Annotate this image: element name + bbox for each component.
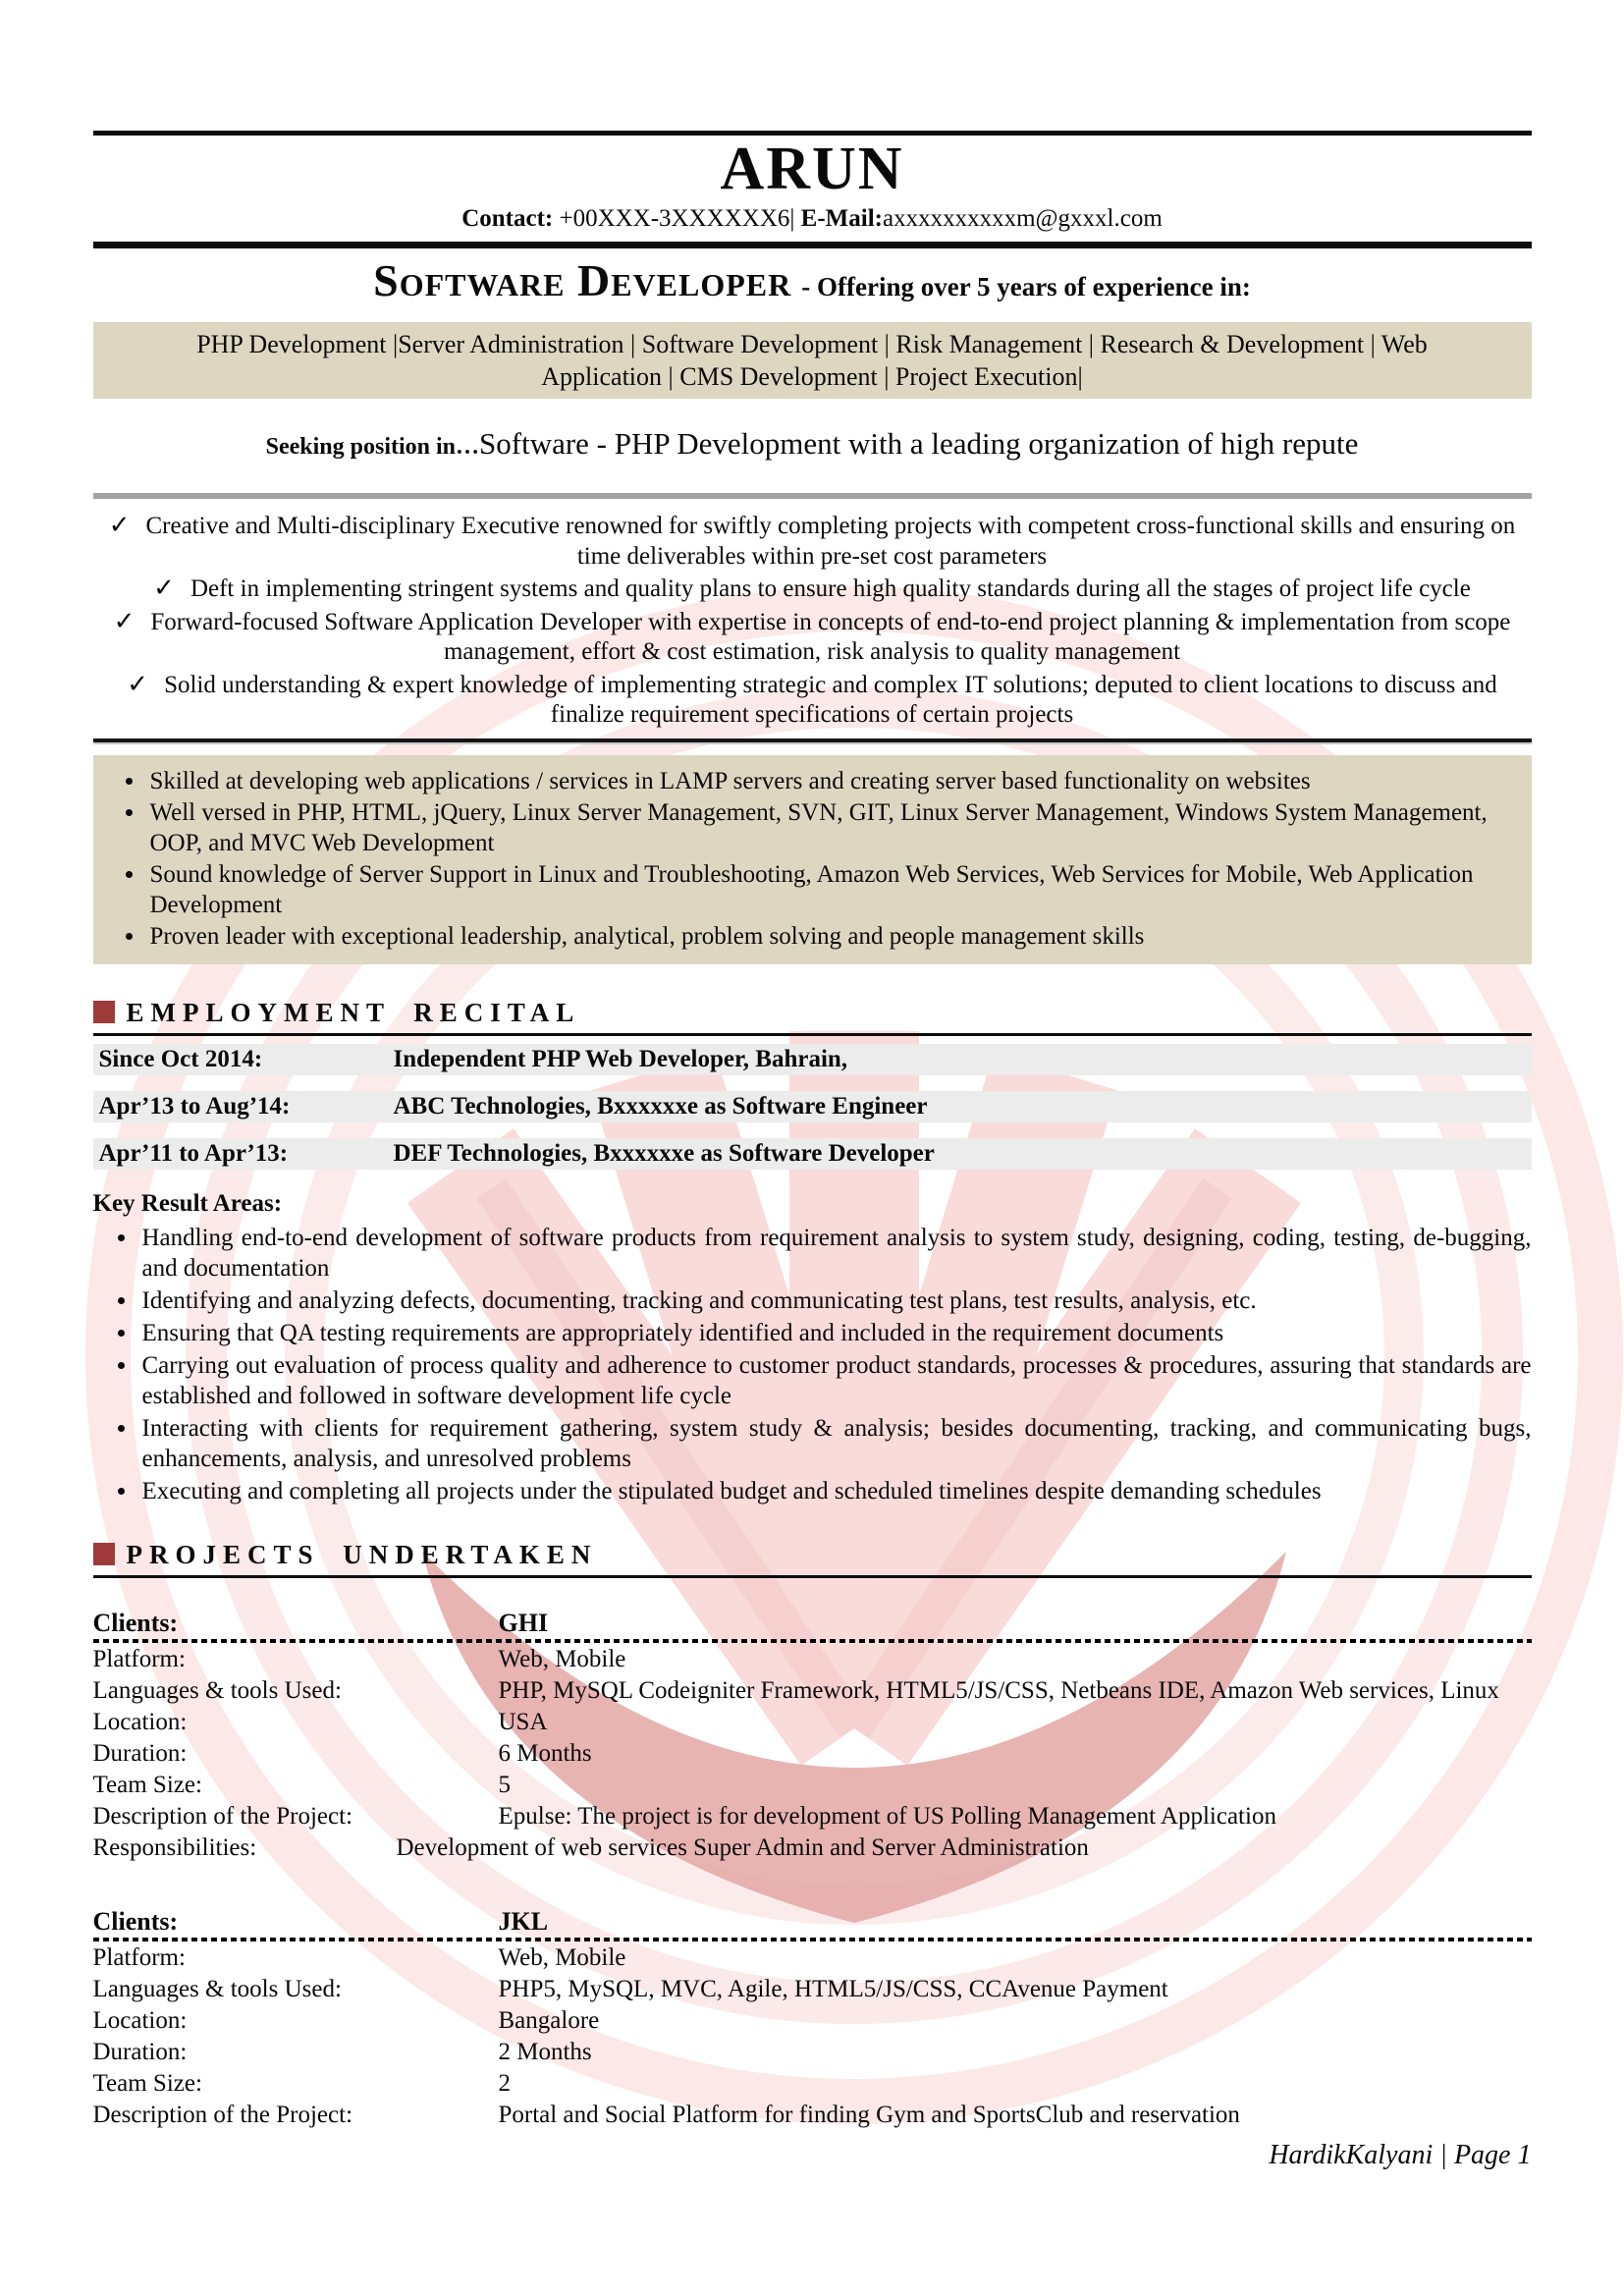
checkmark-icon: ✓ — [153, 574, 175, 602]
project-field-row — [93, 1942, 1532, 1973]
client-name: JKL — [498, 1906, 549, 1936]
project-field-row — [93, 2037, 1532, 2067]
field-value: Web, Mobile — [498, 1645, 626, 1672]
contact-label: Contact: — [461, 205, 554, 232]
project-field-row — [93, 2100, 1532, 2130]
field-value: Epulse: The project is for development of US Polling Management Application — [498, 1802, 1276, 1830]
projects-section-rule — [93, 1575, 1532, 1578]
seeking-prefix: Seeking position in… — [265, 434, 480, 460]
employment-period: Apr’13 to Aug’14: — [98, 1092, 291, 1120]
highlight-text: Forward-focused Software Application Developer with expertise in concepts of end-to-end project planning & implementation from scope management, effort & cost estimation, risk analysis to quality management — [150, 608, 1511, 665]
dotted-divider — [93, 1639, 1532, 1643]
client-row — [93, 1906, 1532, 1938]
highlight-item — [97, 670, 1528, 731]
email-value[interactable]: axxxxxxxxxxm@gxxxl.com — [882, 205, 1163, 232]
employment-row — [93, 1138, 1532, 1170]
project-field-row — [93, 1675, 1532, 1706]
clients-label: Clients: — [92, 1608, 179, 1637]
checkmark-icon: ✓ — [108, 511, 131, 539]
field-label: Location: — [92, 1708, 188, 1735]
field-label: Languages & tools Used: — [92, 1676, 342, 1704]
dotted-divider — [93, 1938, 1532, 1941]
field-label: Location: — [92, 2006, 188, 2034]
field-label: Team Size: — [92, 2069, 202, 2097]
skill-item: • Sound knowledge of Server Support in Linux and Troubleshooting, Amazon Web Services, Web Services for Mobile, Web Application Development — [146, 859, 1508, 920]
project-field-row — [93, 1770, 1532, 1800]
highlight-item — [97, 574, 1528, 605]
field-value: 5 — [498, 1771, 511, 1798]
employment-company: DEF Technologies, Bxxxxxxe as Software Developer — [393, 1139, 935, 1167]
field-label: Platform: — [92, 1943, 186, 1971]
key-result-item: • Carrying out evaluation of process quality and adherence to customer product standards, processes & procedures, assuring that standards are established and followed in software development life cycle — [138, 1350, 1532, 1411]
field-label: Languages & tools Used: — [92, 1975, 342, 2002]
project-field-row — [93, 1738, 1532, 1769]
employment-section-title: EMPLOYMENT RECITAL — [126, 997, 581, 1027]
contact-line — [93, 204, 1532, 234]
field-value: Development of web services Super Admin and Server Administration — [396, 1833, 1089, 1861]
checkmark-icon: ✓ — [127, 669, 149, 698]
seeking-line — [93, 424, 1532, 469]
seeking-text: Software - PHP Development with a leading organization of high repute — [479, 426, 1359, 461]
key-result-item: • Ensuring that QA testing requirements are appropriately identified and included in the requirement documents — [138, 1318, 1532, 1348]
key-result-list — [93, 1223, 1532, 1506]
candidate-name: ARUN — [720, 136, 904, 202]
client-row — [93, 1608, 1532, 1639]
clients-label: Clients: — [92, 1906, 179, 1936]
field-value: Bangalore — [498, 2006, 600, 2034]
skills-band — [93, 755, 1532, 964]
skill-item: • Skilled at developing web applications / services in LAMP servers and creating server based functionality on websites — [146, 766, 1508, 796]
field-value: 2 — [498, 2069, 511, 2097]
specialties-text: PHP Development |Server Administration | Software Development | Risk Management | Research & Development | Web Application | CMS Development | Project Execution| — [196, 330, 1428, 391]
key-result-item: • Handling end-to-end development of software products from requirement analysis to system study, designing, coding, testing, de-bugging, and documentation — [138, 1223, 1532, 1284]
client-name: GHI — [498, 1608, 549, 1637]
project-field-row — [93, 1644, 1532, 1674]
employment-row — [93, 1091, 1532, 1122]
employment-company: ABC Technologies, Bxxxxxxe as Software Engineer — [393, 1092, 928, 1120]
header-divider — [93, 242, 1532, 248]
key-result-item: • Executing and completing all projects under the stipulated budget and scheduled timelines despite demanding schedules — [138, 1476, 1532, 1506]
skills-list — [101, 766, 1508, 952]
field-value: 6 Months — [498, 1739, 592, 1767]
employment-period: Since Oct 2014: — [98, 1045, 263, 1072]
field-value: 2 Months — [498, 2038, 592, 2065]
section-header-projects — [93, 1538, 1532, 1571]
key-result-item: • Interacting with clients for requirement gathering, system study & analysis; besides documenting, tracking, and communicating bugs, enhancements, analysis, and unresolved problems — [138, 1413, 1532, 1474]
field-value: Portal and Social Platform for finding Gym and SportsClub and reservation — [498, 2101, 1240, 2128]
project-field-row — [93, 2068, 1532, 2099]
email-label: E-Mail: — [800, 205, 883, 232]
field-value: PHP5, MySQL, MVC, Agile, HTML5/JS/CSS, CCAvenue Payment — [498, 1975, 1168, 2002]
employment-section-rule — [93, 1033, 1532, 1036]
profile-highlights — [93, 499, 1532, 738]
project-field-row — [93, 1974, 1532, 2004]
project-field-row — [93, 2005, 1532, 2036]
skill-item: • Well versed in PHP, HTML, jQuery, Linux Server Management, SVN, GIT, Linux Server Management, Windows System Management, OOP, and MVC Web Development — [146, 797, 1508, 858]
project-block-ghi — [93, 1608, 1532, 1863]
highlight-text: Solid understanding & expert knowledge of implementing strategic and complex IT solutions; deputed to client locations to discuss and finalize requirement specifications of certain projects — [164, 671, 1497, 728]
highlight-item — [97, 511, 1528, 572]
section-header-employment — [93, 996, 1532, 1029]
contact-value: +00XXX-3XXXXXX6 — [559, 205, 790, 232]
project-field-row — [93, 1832, 1532, 1863]
skill-item: • Proven leader with exceptional leadership, analytical, problem solving and people management skills — [146, 921, 1508, 952]
field-value: PHP, MySQL Codeigniter Framework, HTML5/JS/CSS, Netbeans IDE, Amazon Web services, Linux — [498, 1676, 1499, 1704]
projects-section-title: PROJECTS UNDERTAKEN — [126, 1539, 598, 1569]
project-field-row — [93, 1707, 1532, 1737]
field-label: Duration: — [92, 1739, 188, 1767]
key-result-item: • Identifying and analyzing defects, documenting, tracking and communicating test plans, test results, analysis, etc. — [138, 1285, 1532, 1316]
summary-bottom-divider — [93, 738, 1532, 742]
field-label: Description of the Project: — [92, 2101, 353, 2128]
field-label: Description of the Project: — [92, 1802, 353, 1830]
field-value: USA — [498, 1708, 548, 1735]
highlight-item — [97, 607, 1528, 668]
field-value: Web, Mobile — [498, 1943, 626, 1971]
field-label: Duration: — [92, 2038, 188, 2065]
field-label: Team Size: — [92, 1771, 202, 1798]
role-line — [93, 256, 1532, 316]
project-block-jkl — [93, 1906, 1532, 2130]
checkmark-icon: ✓ — [113, 606, 135, 635]
role-subtitle: - Offering over 5 years of experience in: — [801, 272, 1251, 301]
page-footer: HardikKalyani | Page 1 — [1269, 2139, 1532, 2170]
employment-period: Apr’11 to Apr’13: — [98, 1139, 289, 1167]
section-marker-icon — [93, 1001, 115, 1023]
highlight-text: Creative and Multi-disciplinary Executive renowned for swiftly completing projects with competent cross-functional skills and ensuring on time deliverables within pre-set cost parameters — [145, 513, 1516, 570]
field-label: Platform: — [92, 1645, 186, 1672]
contact-separator: | — [789, 205, 795, 232]
highlight-text: Deft in implementing stringent systems and quality plans to ensure high quality standards during all the stages of project life cycle — [189, 575, 1471, 602]
specialties-band — [93, 322, 1532, 399]
key-result-areas-title: Key Result Areas: — [92, 1189, 283, 1217]
role-title: Software Developer — [373, 255, 792, 305]
employment-row — [93, 1044, 1532, 1075]
section-marker-icon — [93, 1543, 115, 1565]
employment-company: Independent PHP Web Developer, Bahrain, — [393, 1045, 848, 1072]
field-label: Responsibilities: — [92, 1833, 257, 1861]
project-field-row — [93, 1801, 1532, 1831]
